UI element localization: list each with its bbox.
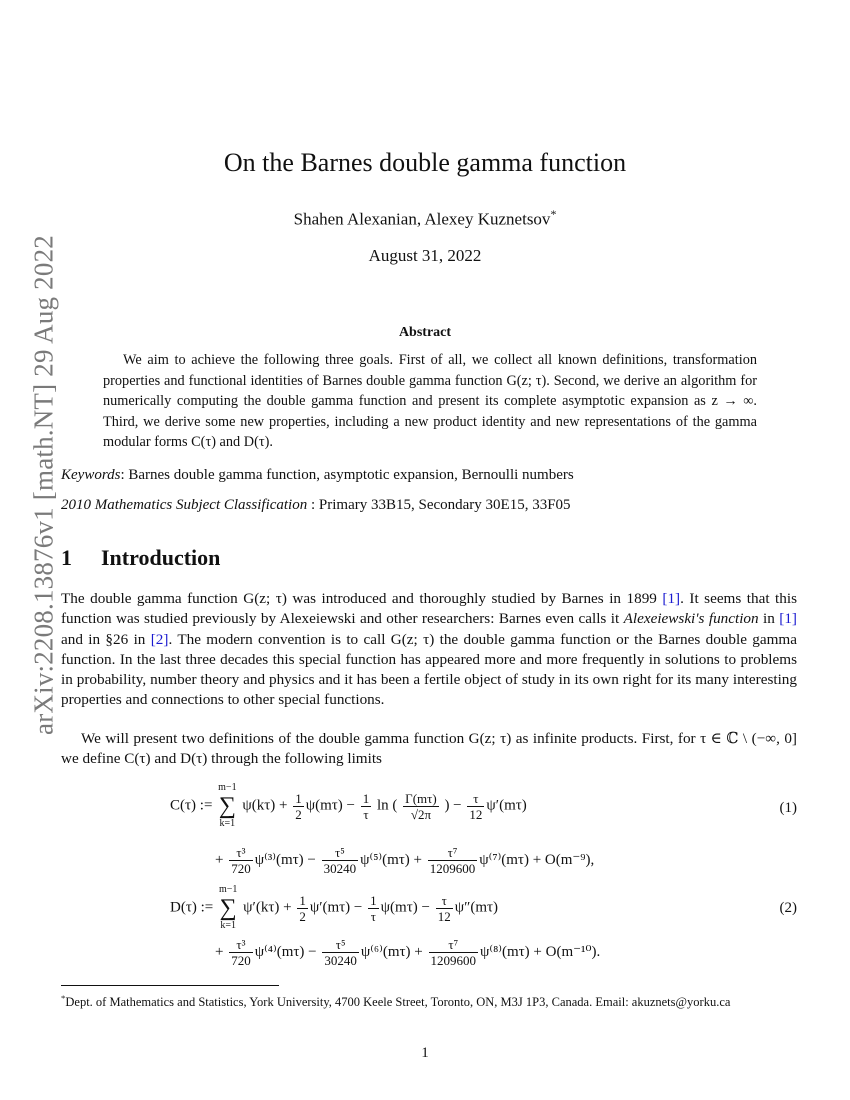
equation-term: ψ″(mτ): [454, 899, 499, 916]
equation-term: ψ(mτ) −: [380, 899, 434, 916]
equation-term: ψ′(mτ): [486, 797, 527, 814]
abstract-text: We aim to achieve the following three goals. First of all, we collect all known definitions, transformation properties and functional identities of Barnes double gamma function G(z; τ). Second, we derive an algorithm for numerically computing the double gamma function and present its complete asymptotic expansion as z → ∞. Third, we derive some new properties, including a new product identity and new representations of the gamma modular forms C(τ) and D(τ).: [103, 352, 757, 451]
fraction: $\frac{\text{τ³}}{720}$: [231, 937, 251, 968]
paper-title: On the Barnes double gamma function: [223, 148, 627, 177]
footnote: [61, 990, 797, 1011]
keywords-label: Keywords: [61, 467, 121, 483]
page-number: 1: [421, 1045, 429, 1061]
equation-term: ψ⁽⁵⁾(mτ) +: [360, 851, 426, 868]
intro-text: The double gamma function G(z; τ) was introduced and thoroughly studied by Barnes in 1899: [61, 590, 663, 607]
fraction: $\frac{\text{τ⁵}}{30240}$: [324, 937, 357, 968]
msc-line: [61, 497, 571, 514]
fraction: $\frac{\text{τ⁷}}{1209600}$: [429, 845, 476, 876]
equation-term: ψ(kτ) +: [238, 797, 292, 814]
equation-term: +: [215, 851, 228, 868]
fraction: $\frac{1}{2}$: [295, 790, 302, 822]
section-number: 1: [61, 545, 72, 570]
msc-label: 2010 Mathematics Subject Classification: [61, 497, 308, 513]
footnote-text: Dept. of Mathematics and Statistics, York University, 4700 Keele Street, Toronto, ON, M3J 1P3, Canada. Email: akuznets@yorku.ca: [65, 995, 731, 1010]
equation-term: ψ(mτ) −: [305, 797, 359, 814]
equation-term: ψ⁽³⁾(mτ) −: [254, 851, 320, 868]
section-heading: [61, 545, 220, 571]
intro-emphasis: Alexeiewski's function: [623, 610, 759, 628]
fraction: $\frac{\text{τ³}}{720}$: [231, 845, 251, 876]
fraction: $\frac{\text{τ⁵}}{30240}$: [323, 845, 357, 876]
intro-text: . The modern convention is to call G(z; τ) the double gamma function or the Barnes double gamma function. In the last three decades this special function has appeared more and more frequently in solutions to problems in probability, number theory and physics and it has been a fertile object of study in its own right for its many interesting properties and connections to other special functions.: [61, 630, 797, 709]
author-names: Shahen Alexanian, Alexey Kuznetsov: [293, 209, 551, 229]
equation-1-line-2: [215, 845, 594, 876]
sum-symbol: m−1 ∑ k=1: [218, 884, 238, 931]
equation-term: ψ⁽⁶⁾(mτ) +: [360, 943, 427, 960]
section-title: Introduction: [101, 545, 221, 570]
keywords-text: : Barnes double gamma function, asymptotic expansion, Bernoulli numbers: [120, 467, 574, 483]
equation-lhs: C(τ) :=: [170, 797, 217, 814]
equation-term: ) −: [440, 797, 466, 814]
msc-text: : Primary 33B15, Secondary 30E15, 33F05: [307, 497, 571, 513]
intro-paragraph-1: [61, 589, 797, 711]
paper-authors: [0, 207, 850, 230]
abstract-heading: Abstract: [398, 325, 452, 340]
author-footnote-mark: *: [550, 207, 557, 221]
paper-date: August 31, 2022: [368, 246, 482, 265]
footnote-mark: *: [61, 993, 66, 1003]
footnote-rule: [61, 985, 279, 986]
intro-paragraph-2: We will present two definitions of the double gamma function G(z; τ) as infinite products. First, for τ ∈ ℂ \ (−∞, 0] we define C(τ) and D(τ) through the following limits: [61, 730, 797, 768]
citation-link[interactable]: [1]: [662, 590, 681, 607]
fraction: $\frac{1}{2}$: [299, 892, 306, 924]
equation-lhs: D(τ) :=: [170, 899, 217, 916]
fraction: $\frac{1}{\tau}$: [370, 892, 377, 924]
fraction: $\frac{1}{\tau}$: [362, 790, 370, 822]
arxiv-identifier: arXiv:2208.13876v1 [math.NT] 29 Aug 2022: [28, 235, 59, 735]
intro-text: in: [758, 610, 780, 628]
equation-term: ψ′(mτ) −: [309, 899, 367, 916]
citation-link[interactable]: [2]: [150, 630, 169, 648]
equation-term: ψ′(kτ) +: [239, 899, 296, 916]
intro-text: and in §26 in: [61, 630, 151, 648]
sum-symbol: m−1 ∑ k=1: [218, 782, 237, 829]
equation-1-line-1: [170, 782, 527, 830]
keywords-line: [61, 467, 574, 484]
fraction: $\frac{\text{τ⁷}}{1209600}$: [430, 937, 476, 968]
citation-link[interactable]: [1]: [779, 610, 797, 628]
equation-term: ln (: [373, 797, 402, 814]
fraction: $\frac{\tau}{12}$: [437, 892, 451, 924]
equation-term: +: [215, 943, 228, 960]
intro-text: . It seems that this function was studied previously by Alexeiewski and other researchers: Barnes even calls it: [61, 590, 797, 628]
equation-number-1: (1): [779, 800, 797, 816]
equation-term: ψ⁽⁸⁾(mτ) + O(m⁻¹⁰).: [480, 943, 601, 960]
equation-number-2: (2): [779, 900, 797, 916]
fraction: $\frac{\tau}{12}$: [469, 790, 483, 822]
equation-term: ψ⁽⁴⁾(mτ) −: [254, 943, 321, 960]
equation-term: ψ⁽⁷⁾(mτ) + O(m⁻⁹),: [479, 851, 595, 868]
equation-2-line-1: [170, 884, 498, 932]
equation-2-line-2: [215, 937, 600, 968]
fraction: $\frac{\Gamma(m\tau)}{√2\pi}$: [405, 790, 437, 822]
